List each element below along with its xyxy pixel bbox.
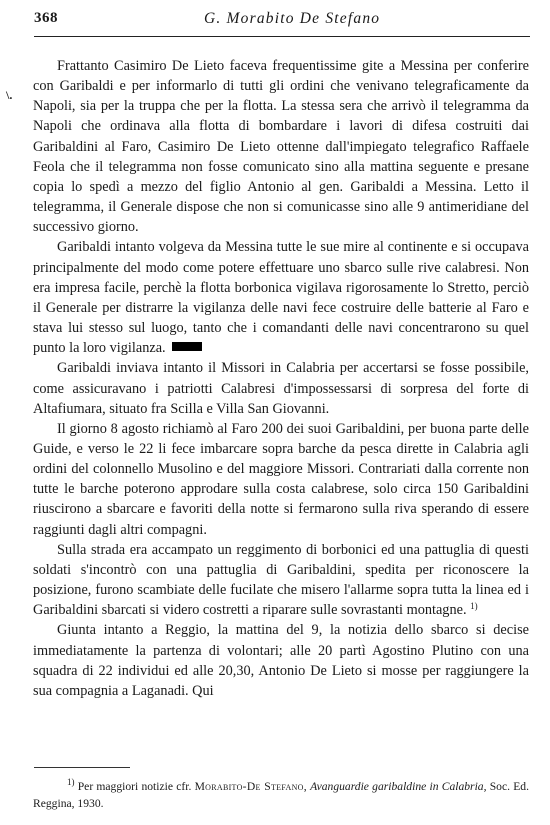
footnote-publisher: Soc. Ed. Reggina, 1930. [33, 780, 529, 810]
paragraph-2-text: Garibaldi intanto volgeva da Messina tutte le sue mire al continente e si occupava principalmente del modo come potere effettuare uno sbarco sulle rive calabresi. Non era impresa facile, perchè la flotta borbonica vigilava rigorosamente lo Stretto, perciò il Generale per distrarre la vigilanza delle navi fece costruire delle batterie al Faro e stava lui stesso sul luogo, tanto che i comandanti delle navi concentrarono su quel punto la loro vigilanza. [33, 239, 529, 357]
footnote-marker: 1) [67, 777, 75, 787]
footnote-rule [34, 767, 130, 768]
footnote-author: Morabito-De Stefano, [194, 780, 307, 793]
redaction-mark [172, 342, 202, 351]
paragraph-4: Il giorno 8 agosto richiamò al Faro 200 dei suoi Garibaldini, per buona parte delle Guide, e verso le 22 li fece imbarcare sopra barche da pesca dirette in Calabria agli ordini del colonnello Musolino e del maggiore Missori. Contrariati dalla corrente non tutte le barche poterono approdare sulla costa calabrese, solo circa 150 Garibaldini riuscirono a sbarcare e favoriti della notte si fermarono sulla riva sperando di essere raggiunti dagli altri compagni. [33, 420, 529, 538]
margin-mark: \. [6, 88, 13, 102]
page-number: 368 [34, 10, 58, 26]
paragraph-2 [33, 237, 529, 358]
running-head: G. Morabito De Stefano [204, 10, 381, 27]
paragraph-3: Garibaldi inviava intanto il Missori in Calabria per accertarsi se fosse possibile, come assicuravano i patriotti Calabresi d'impossessarsi di sorpresa del forte di Altafiumara, situato fra Scilla e Villa San Giovanni. [33, 360, 529, 417]
footnote-1 [33, 778, 529, 812]
paragraph-6: Giunta intanto a Reggio, la mattina del 9, la notizia dello sbarco si decise immediatamente la partenza di volontari; alle 20 partì Agostino Plutino con una squadra di 22 individui ed alle 20,30, Antonio De Lieto si mosse per raggiungere la sua compagnia a Laganadi. Qui [33, 622, 529, 699]
footnote-reference: 1) [470, 601, 478, 612]
footnotes [33, 778, 529, 812]
footnote-lead: Per maggiori notizie cfr. [77, 780, 192, 793]
page-header [34, 10, 530, 32]
paragraph-5 [33, 540, 529, 621]
header-rule [34, 36, 530, 37]
paragraph-1: Frattanto Casimiro De Lieto faceva frequentissime gite a Messina per conferire con Garibaldi e per informarlo di tutti gli ordini che venivano telegraficamente da Napoli, sia per la truppa che per la flotta. La stessa sera che arrivò il telegramma da Napoli che ordinava alla flotta di bombardare i lavori di difesa costruiti dai Garibaldini al Faro, Casimiro De Lieto ottenne dall'impiegato telegrafico Raffaele Feola che il telegramma non fosse comunicato sino alla mattina seguente e presane copia lo spedì a mezzo del figlio Antonio al gen. Garibaldi a Messina. Letto il telegramma, il Generale dispose che non si comunicasse sino alle 9 antimeridiane del successivo giorno. [33, 58, 529, 236]
body-text [33, 56, 529, 701]
footnote-title: Avanguardie garibaldine in Calabria, [310, 780, 487, 793]
paragraph-5-text: Sulla strada era accampato un reggimento di borbonici ed una pattuglia di questi soldati s'incontrò con una pattuglia di Garibaldini, spedita per riconoscere la posizione, furono scambiate delle fucilate che misero l'allarme sopra tutta la linea ed i Garibaldini sbarcati si videro costretti a riparare sulle sovrastanti montagne. [33, 541, 529, 619]
